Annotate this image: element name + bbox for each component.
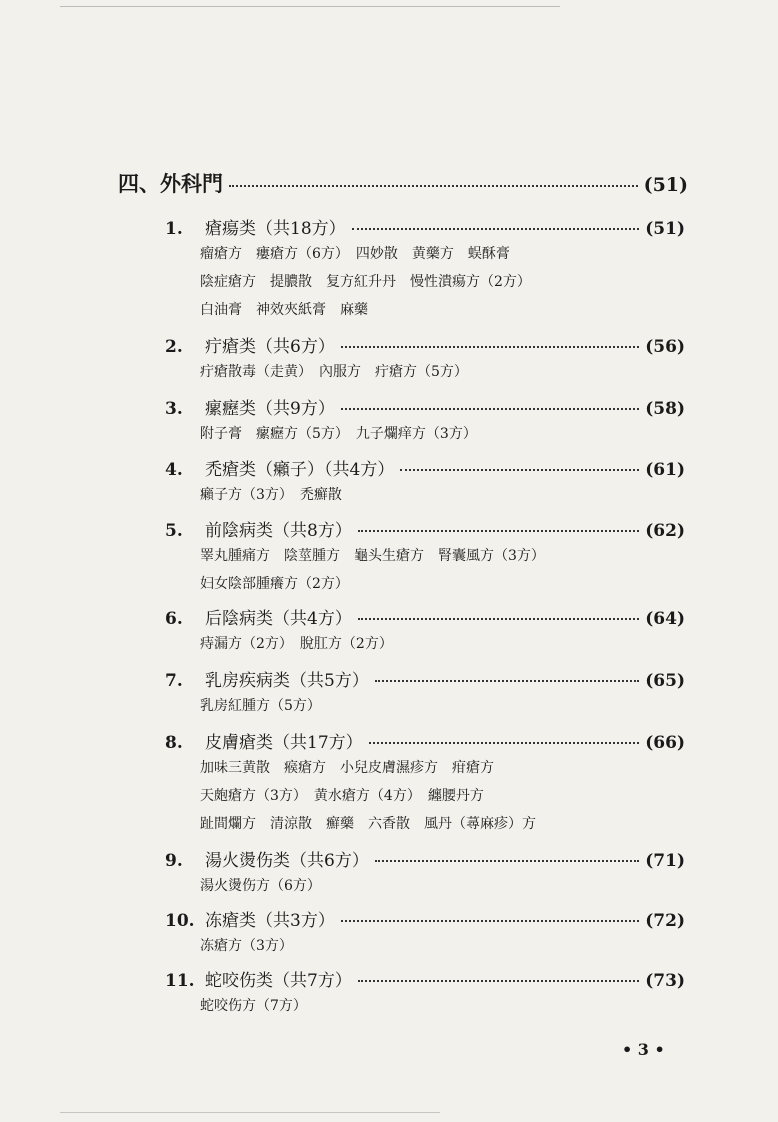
entry-title: 瘡瘍类（共18方）	[205, 219, 346, 239]
dot-leader	[400, 469, 639, 471]
entry-number: 4.	[165, 460, 183, 480]
entry-remedies	[200, 420, 670, 448]
entry-number: 5.	[165, 521, 183, 541]
entry-remedies	[200, 754, 670, 838]
dot-leader	[375, 680, 639, 682]
dot-leader	[369, 742, 640, 744]
toc-entry	[165, 516, 685, 541]
remedy-line: 白油膏 神效夾紙膏 麻藥	[200, 302, 368, 318]
entry-page: (56)	[645, 337, 685, 357]
entry-number: 6.	[165, 609, 183, 629]
entry-number: 2.	[165, 337, 183, 357]
remedy-line: 蛇咬伤方（7方）	[200, 998, 307, 1014]
remedy-line: 乳房紅腫方（5方）	[200, 698, 321, 714]
page-number: • 3 •	[622, 1040, 665, 1059]
entry-number: 8.	[165, 733, 183, 753]
entry-page: (66)	[645, 733, 685, 753]
dot-leader	[358, 618, 639, 620]
entry-page: (58)	[645, 399, 685, 419]
entry-title: 蛇咬伤类（共7方）	[205, 971, 352, 991]
entry-title: 皮膚瘡类（共17方）	[205, 733, 363, 753]
entry-page: (71)	[645, 851, 685, 871]
bottom-edge-line	[60, 1112, 440, 1113]
toc-entry	[165, 394, 685, 419]
section-heading	[118, 168, 688, 198]
remedy-line: 癩子方（3方） 禿癬散	[200, 487, 342, 503]
entry-remedies	[200, 872, 670, 900]
entry-title: 疔瘡类（共6方）	[205, 337, 335, 357]
entry-number: 11.	[165, 971, 195, 991]
entry-page: (64)	[645, 609, 685, 629]
toc-entry	[165, 666, 685, 691]
remedy-line: 冻瘡方（3方）	[200, 938, 293, 954]
dot-leader	[341, 408, 639, 410]
toc-entry	[165, 728, 685, 753]
entry-remedies	[200, 692, 670, 720]
dot-leader	[358, 980, 639, 982]
entry-remedies	[200, 358, 670, 386]
dot-leader	[375, 860, 639, 862]
top-edge-line	[60, 6, 560, 7]
toc-entry	[165, 906, 685, 931]
dot-leader	[341, 346, 639, 348]
entry-number: 3.	[165, 399, 183, 419]
section-page: (51)	[643, 174, 688, 196]
entry-number: 10.	[165, 911, 195, 931]
entry-remedies	[200, 481, 670, 509]
remedy-line: 睪丸腫痛方 陰莖腫方 龜头生瘡方 腎囊風方（3方）	[200, 548, 545, 564]
entry-remedies	[200, 932, 670, 960]
remedy-line: 陰症瘡方 提膿散 复方紅升丹 慢性潰瘍方（2方）	[200, 274, 531, 290]
toc-entry	[165, 455, 685, 480]
entry-remedies	[200, 992, 670, 1020]
entry-remedies	[200, 630, 670, 658]
remedy-line: 附子膏 瘰癧方（5方） 九子爛痒方（3方）	[200, 426, 477, 442]
remedy-line: 趾間爛方 清涼散 癬藥 六香散 風丹（蕁麻疹）方	[200, 816, 536, 832]
entry-page: (72)	[645, 911, 685, 931]
remedy-line: 湯火燙伤方（6方）	[200, 878, 321, 894]
dot-leader	[352, 228, 640, 230]
entry-page: (65)	[645, 671, 685, 691]
section-title: 四、外科門	[118, 171, 223, 196]
remedy-line: 痔漏方（2方） 脫肛方（2方）	[200, 636, 393, 652]
entry-title: 乳房疾病类（共5方）	[205, 671, 369, 691]
toc-entry	[165, 966, 685, 991]
entry-number: 9.	[165, 851, 183, 871]
entry-remedies	[200, 542, 670, 598]
entry-title: 前陰病类（共8方）	[205, 521, 352, 541]
entry-title: 湯火燙伤类（共6方）	[205, 851, 369, 871]
entry-page: (61)	[645, 460, 685, 480]
entry-title: 禿瘡类（癩子）（共4方）	[205, 460, 395, 480]
dot-leader	[358, 530, 639, 532]
remedy-line: 瘤瘡方 瘻瘡方（6方） 四妙散 黄藥方 蜈酥膏	[200, 246, 510, 262]
entry-number: 1.	[165, 219, 183, 239]
toc-entry	[165, 332, 685, 357]
toc-entry	[165, 214, 685, 239]
entry-page: (62)	[645, 521, 685, 541]
entry-number: 7.	[165, 671, 183, 691]
remedy-line: 加味三黄散 瘊瘡方 小兒皮膚濕疹方 疳瘡方	[200, 760, 494, 776]
entry-page: (73)	[645, 971, 685, 991]
entry-title: 后陰病类（共4方）	[205, 609, 352, 629]
entry-title: 瘰癧类（共9方）	[205, 399, 335, 419]
toc-entry	[165, 604, 685, 629]
remedy-line: 天皰瘡方（3方） 黄水瘡方（4方） 纏腰丹方	[200, 788, 484, 804]
dot-leader	[229, 185, 638, 187]
entry-page: (51)	[645, 219, 685, 239]
dot-leader	[341, 920, 639, 922]
remedy-line: 疔瘡散毒（走黄） 內服方 疔瘡方（5方）	[200, 364, 468, 380]
entry-title: 冻瘡类（共3方）	[205, 911, 335, 931]
remedy-line: 妇女陰部腫癢方（2方）	[200, 576, 349, 592]
toc-entry	[165, 846, 685, 871]
entry-remedies	[200, 240, 670, 324]
